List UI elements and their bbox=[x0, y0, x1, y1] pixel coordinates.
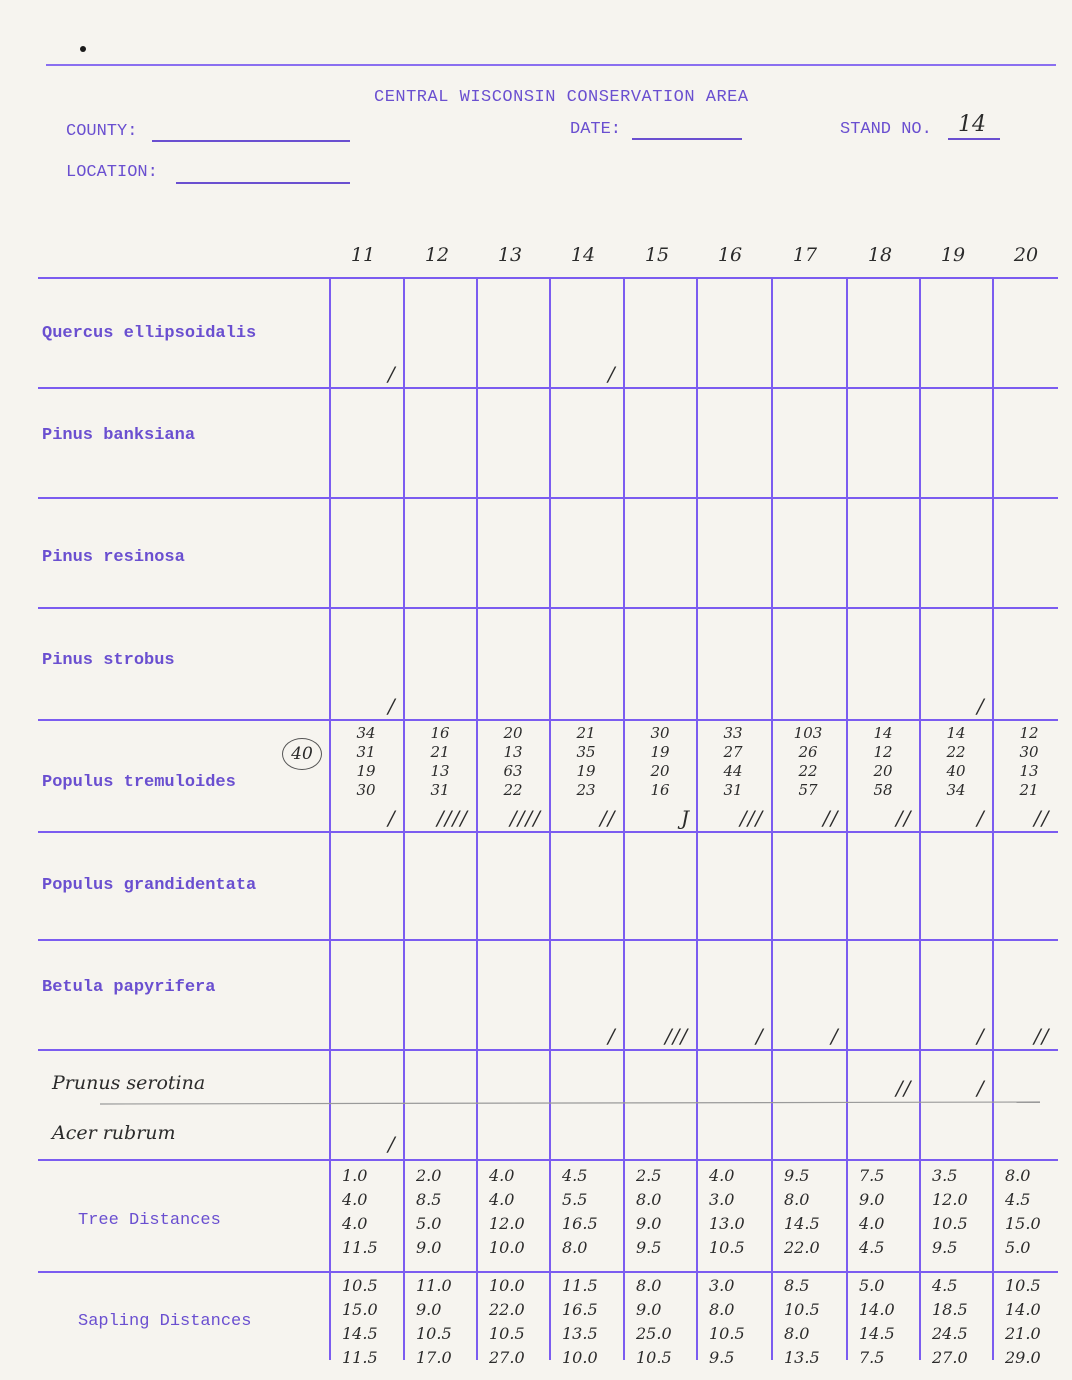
distance-value: 12.0 bbox=[489, 1214, 525, 1233]
distance-value: 10.5 bbox=[1005, 1276, 1041, 1295]
distance-value: 11.5 bbox=[562, 1276, 598, 1295]
count-value: 30 bbox=[356, 781, 376, 799]
count-value: 27 bbox=[723, 743, 743, 761]
distance-value: 9.5 bbox=[709, 1348, 735, 1367]
column-number: 20 bbox=[1013, 244, 1039, 266]
distance-value: 9.0 bbox=[636, 1300, 662, 1319]
count-value: 30 bbox=[650, 724, 670, 742]
distance-value: 4.0 bbox=[489, 1166, 515, 1185]
distance-value: 9.0 bbox=[636, 1214, 662, 1233]
populus-count-cell bbox=[782, 724, 834, 800]
distance-value: 4.0 bbox=[859, 1214, 885, 1233]
distance-value: 22.0 bbox=[489, 1300, 525, 1319]
count-value: 44 bbox=[723, 762, 743, 780]
distance-value: 9.0 bbox=[416, 1300, 442, 1319]
column-number: 16 bbox=[717, 244, 743, 266]
count-value: 30 bbox=[1019, 743, 1039, 761]
distance-value: 10.5 bbox=[636, 1348, 672, 1367]
sapling-distance-cell bbox=[562, 1274, 624, 1370]
count-value: 40 bbox=[946, 762, 966, 780]
distance-value: 4.0 bbox=[342, 1190, 368, 1209]
distance-value: 4.5 bbox=[562, 1166, 588, 1185]
distance-value: 18.5 bbox=[932, 1300, 968, 1319]
sapling-distance-cell bbox=[489, 1274, 551, 1370]
distance-value: 14.0 bbox=[1005, 1300, 1041, 1319]
distance-value: 8.0 bbox=[562, 1238, 588, 1257]
tally-mark: // bbox=[600, 806, 616, 830]
distance-value: 29.0 bbox=[1005, 1348, 1041, 1367]
tree-distances-label: Tree Distances bbox=[78, 1211, 221, 1230]
distance-value: 16.5 bbox=[562, 1214, 598, 1233]
distance-value: 11.0 bbox=[416, 1276, 452, 1295]
count-value: 12 bbox=[873, 743, 893, 761]
sapling-distance-cell bbox=[342, 1274, 404, 1370]
tally-mark: // bbox=[896, 806, 912, 830]
distance-value: 10.5 bbox=[416, 1324, 452, 1343]
form-title: CENTRAL WISCONSIN CONSERVATION AREA bbox=[374, 88, 749, 107]
count-value: 57 bbox=[798, 781, 818, 799]
date-label: DATE: bbox=[570, 120, 622, 139]
distance-value: 11.5 bbox=[342, 1238, 378, 1257]
tally-mark: /// bbox=[740, 806, 764, 830]
count-value: 16 bbox=[650, 781, 670, 799]
distance-value: 27.0 bbox=[489, 1348, 525, 1367]
populus-count-cell bbox=[634, 724, 686, 800]
distance-value: 4.5 bbox=[932, 1276, 958, 1295]
populus-count-cell bbox=[340, 724, 392, 800]
count-value: 22 bbox=[798, 762, 818, 780]
sapling-distance-cell bbox=[709, 1274, 771, 1370]
populus-count-cell bbox=[930, 724, 982, 800]
sapling-distance-cell bbox=[784, 1274, 846, 1370]
distance-value: 10.5 bbox=[709, 1238, 745, 1257]
count-value: 16 bbox=[430, 724, 450, 742]
distance-value: 8.0 bbox=[709, 1300, 735, 1319]
distance-value: 22.0 bbox=[784, 1238, 820, 1257]
distance-value: 14.5 bbox=[859, 1324, 895, 1343]
distance-value: 10.5 bbox=[784, 1300, 820, 1319]
distance-value: 16.5 bbox=[562, 1300, 598, 1319]
tally-mark: / bbox=[388, 806, 396, 830]
distance-value: 2.5 bbox=[636, 1166, 662, 1185]
column-number: 15 bbox=[644, 244, 670, 266]
count-value: 21 bbox=[1019, 781, 1039, 799]
sapling-distance-cell bbox=[416, 1274, 478, 1370]
distance-value: 10.0 bbox=[562, 1348, 598, 1367]
populus-count-cell bbox=[487, 724, 539, 800]
populus-count-cell bbox=[1003, 724, 1055, 800]
column-number: 13 bbox=[497, 244, 523, 266]
populus-count-cell bbox=[414, 724, 466, 800]
tally-mark: // bbox=[896, 1076, 912, 1100]
distance-value: 14.0 bbox=[859, 1300, 895, 1319]
distance-value: 8.0 bbox=[784, 1324, 810, 1343]
column-number: 17 bbox=[792, 244, 818, 266]
count-value: 13 bbox=[503, 743, 523, 761]
count-value: 13 bbox=[1019, 762, 1039, 780]
populus-count-cell bbox=[857, 724, 909, 800]
tally-mark: //// bbox=[510, 806, 541, 830]
species-label: Pinus banksiana bbox=[42, 426, 196, 445]
tally-mark: / bbox=[388, 362, 396, 386]
distance-value: 25.0 bbox=[636, 1324, 672, 1343]
distance-value: 3.0 bbox=[709, 1190, 735, 1209]
distance-value: 4.0 bbox=[489, 1190, 515, 1209]
tally-mark: / bbox=[608, 1024, 616, 1048]
distance-value: 9.0 bbox=[416, 1238, 442, 1257]
distance-value: 4.0 bbox=[709, 1166, 735, 1185]
count-value: 14 bbox=[946, 724, 966, 742]
tree-distance-cell bbox=[784, 1164, 846, 1260]
count-value: 22 bbox=[946, 743, 966, 761]
tally-mark: / bbox=[977, 694, 985, 718]
distance-value: 24.5 bbox=[932, 1324, 968, 1343]
distance-value: 10.5 bbox=[489, 1324, 525, 1343]
species-label: Pinus strobus bbox=[42, 651, 175, 670]
populus-count-cell bbox=[707, 724, 759, 800]
column-number: 11 bbox=[350, 244, 376, 266]
distance-value: 3.5 bbox=[932, 1166, 958, 1185]
count-value: 26 bbox=[798, 743, 818, 761]
tree-distance-cell bbox=[859, 1164, 921, 1260]
tally-mark: / bbox=[388, 694, 396, 718]
tree-distance-cell bbox=[489, 1164, 551, 1260]
sapling-distance-cell bbox=[1005, 1274, 1067, 1370]
species-label: Populus grandidentata bbox=[42, 876, 257, 895]
species-label: Pinus resinosa bbox=[42, 548, 185, 567]
stand-number-value: 14 bbox=[958, 112, 986, 137]
distance-value: 9.5 bbox=[784, 1166, 810, 1185]
distance-value: 4.5 bbox=[1005, 1190, 1031, 1209]
column-number: 19 bbox=[940, 244, 966, 266]
distance-value: 15.0 bbox=[342, 1300, 378, 1319]
distance-value: 11.5 bbox=[342, 1348, 378, 1367]
count-value: 33 bbox=[723, 724, 743, 742]
tally-mark: // bbox=[1034, 806, 1050, 830]
tree-distance-cell bbox=[932, 1164, 994, 1260]
distance-value: 4.5 bbox=[859, 1238, 885, 1257]
count-value: 31 bbox=[723, 781, 743, 799]
sapling-distance-cell bbox=[932, 1274, 994, 1370]
distance-value: 7.5 bbox=[859, 1348, 885, 1367]
county-label: COUNTY: bbox=[66, 122, 138, 141]
distance-value: 8.0 bbox=[636, 1190, 662, 1209]
distance-value: 12.0 bbox=[932, 1190, 968, 1209]
distance-value: 9.5 bbox=[932, 1238, 958, 1257]
distance-value: 5.0 bbox=[416, 1214, 442, 1233]
tree-distance-cell bbox=[342, 1164, 404, 1260]
count-value: 19 bbox=[576, 762, 596, 780]
count-value: 19 bbox=[650, 743, 670, 761]
tally-mark: J bbox=[681, 806, 691, 830]
stand-label: STAND NO. bbox=[840, 120, 932, 139]
count-value: 22 bbox=[503, 781, 523, 799]
count-value: 58 bbox=[873, 781, 893, 799]
count-value: 12 bbox=[1019, 724, 1039, 742]
distance-value: 10.5 bbox=[709, 1324, 745, 1343]
tally-mark: // bbox=[823, 806, 839, 830]
count-value: 31 bbox=[430, 781, 450, 799]
pencil-divider-line bbox=[100, 1102, 1040, 1104]
tally-mark: / bbox=[608, 362, 616, 386]
distance-value: 13.5 bbox=[562, 1324, 598, 1343]
distance-value: 5.5 bbox=[562, 1190, 588, 1209]
handwritten-species-label: Prunus serotina bbox=[52, 1072, 206, 1094]
count-value: 20 bbox=[650, 762, 670, 780]
tally-mark: //// bbox=[437, 806, 468, 830]
distance-value: 10.5 bbox=[932, 1214, 968, 1233]
tree-distance-cell bbox=[709, 1164, 771, 1260]
tally-mark: / bbox=[831, 1024, 839, 1048]
tree-distance-cell bbox=[1005, 1164, 1067, 1260]
column-number: 14 bbox=[570, 244, 596, 266]
count-value: 21 bbox=[576, 724, 596, 742]
distance-value: 13.0 bbox=[709, 1214, 745, 1233]
sapling-distance-cell bbox=[859, 1274, 921, 1370]
distance-value: 14.5 bbox=[342, 1324, 378, 1343]
count-value: 20 bbox=[873, 762, 893, 780]
species-label: Betula papyrifera bbox=[42, 978, 216, 997]
distance-value: 17.0 bbox=[416, 1348, 452, 1367]
count-value: 13 bbox=[430, 762, 450, 780]
count-value: 23 bbox=[576, 781, 596, 799]
distance-value: 8.0 bbox=[784, 1190, 810, 1209]
species-label: Populus tremuloides bbox=[42, 773, 236, 792]
count-value: 34 bbox=[946, 781, 966, 799]
distance-value: 2.0 bbox=[416, 1166, 442, 1185]
tally-mark: / bbox=[977, 1076, 985, 1100]
tree-distance-cell bbox=[416, 1164, 478, 1260]
count-value: 35 bbox=[576, 743, 596, 761]
distance-value: 8.5 bbox=[416, 1190, 442, 1209]
species-label: Quercus ellipsoidalis bbox=[42, 324, 257, 343]
sapling-distance-cell bbox=[636, 1274, 698, 1370]
distance-value: 9.0 bbox=[859, 1190, 885, 1209]
distance-value: 14.5 bbox=[784, 1214, 820, 1233]
tally-mark: / bbox=[977, 1024, 985, 1048]
distance-value: 10.0 bbox=[489, 1238, 525, 1257]
count-value: 63 bbox=[503, 762, 523, 780]
count-value: 20 bbox=[503, 724, 523, 742]
distance-value: 5.0 bbox=[1005, 1238, 1031, 1257]
distance-value: 21.0 bbox=[1005, 1324, 1041, 1343]
count-value: 19 bbox=[356, 762, 376, 780]
distance-value: 3.0 bbox=[709, 1276, 735, 1295]
count-value: 21 bbox=[430, 743, 450, 761]
tally-mark: / bbox=[388, 1132, 396, 1156]
column-number: 18 bbox=[867, 244, 893, 266]
tally-mark: / bbox=[756, 1024, 764, 1048]
tree-distance-cell bbox=[562, 1164, 624, 1260]
handwritten-species-label: Acer rubrum bbox=[52, 1122, 176, 1144]
distance-value: 10.0 bbox=[489, 1276, 525, 1295]
distance-value: 7.5 bbox=[859, 1166, 885, 1185]
tree-distance-cell bbox=[636, 1164, 698, 1260]
count-value: 31 bbox=[356, 743, 376, 761]
distance-value: 8.0 bbox=[636, 1276, 662, 1295]
distance-value: 13.5 bbox=[784, 1348, 820, 1367]
count-value: 34 bbox=[356, 724, 376, 742]
distance-value: 4.0 bbox=[342, 1214, 368, 1233]
circled-total: 40 bbox=[282, 738, 322, 770]
tally-mark: // bbox=[1034, 1024, 1050, 1048]
sapling-distances-label: Sapling Distances bbox=[78, 1312, 252, 1331]
tally-mark: /// bbox=[665, 1024, 689, 1048]
distance-value: 8.0 bbox=[1005, 1166, 1031, 1185]
distance-value: 15.0 bbox=[1005, 1214, 1041, 1233]
distance-value: 8.5 bbox=[784, 1276, 810, 1295]
distance-value: 27.0 bbox=[932, 1348, 968, 1367]
count-value: 14 bbox=[873, 724, 893, 742]
populus-count-cell bbox=[560, 724, 612, 800]
tally-mark: / bbox=[977, 806, 985, 830]
location-label: LOCATION: bbox=[66, 163, 158, 182]
distance-value: 5.0 bbox=[859, 1276, 885, 1295]
distance-value: 9.5 bbox=[636, 1238, 662, 1257]
count-value: 103 bbox=[793, 724, 823, 742]
distance-value: 10.5 bbox=[342, 1276, 378, 1295]
distance-value: 1.0 bbox=[342, 1166, 368, 1185]
column-number: 12 bbox=[424, 244, 450, 266]
